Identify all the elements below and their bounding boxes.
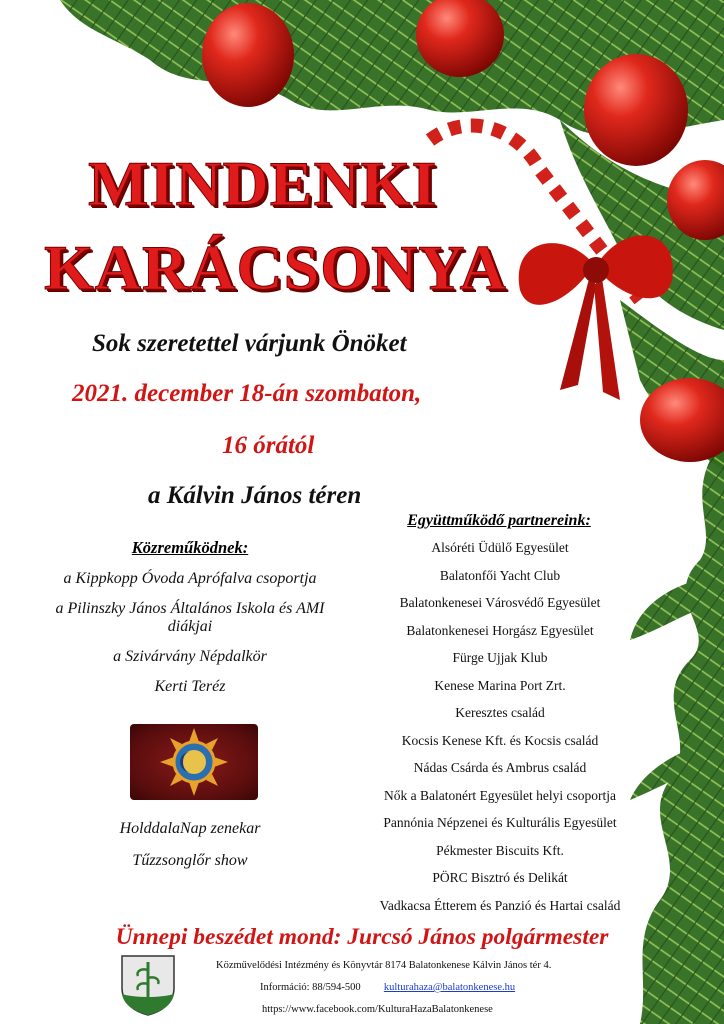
partner-item: Kocsis Kenese Kft. és Kocsis család (401, 732, 599, 748)
partner-item: Nők a Balatonért Egyesület helyi csoportja (383, 787, 617, 803)
partner-item: Balatonkenesei Horgász Egyesület (406, 622, 594, 638)
performer-item: diákjai (167, 618, 213, 635)
performer-item: a Szivárvány Népdalkör (113, 648, 267, 665)
event-title-line1: MINDENKI (88, 148, 438, 219)
partner-item: Fürge Ujjak Klub (452, 650, 548, 665)
performer-item: a Pilinszky János Általános Iskola és AMI (55, 600, 325, 617)
invitation-text: Sok szeretettel várjunk Önöket (92, 330, 407, 357)
facebook-link[interactable]: https://www.facebook.com/KulturaHazaBalatonkenese (262, 1004, 493, 1015)
event-title-line2: KARÁCSONYA (44, 232, 507, 303)
partner-item: Keresztes család (455, 705, 545, 720)
ornament (584, 54, 688, 166)
event-location: a Kálvin János téren (148, 482, 362, 509)
partner-item: Vadkacsa Étterem és Panzió és Hartai család (379, 897, 621, 913)
band-name: HolddalaNap zenekar (119, 820, 261, 837)
partner-item: Balatonkenesei Városvédő Egyesület (399, 595, 601, 610)
performers-heading: Közreműködnek: (131, 538, 249, 557)
shield-icon (120, 954, 176, 1016)
coat-of-arms (120, 954, 176, 1016)
partner-item: Pékmester Biscuits Kft. (436, 842, 564, 858)
partners-heading: Együttműködő partnereink: (407, 512, 591, 529)
speech-line: Ünnepi beszédet mond: Jurcsó János polgármester (115, 924, 609, 950)
performers-section (40, 538, 340, 696)
email-link[interactable]: kulturahaza@balatonkenese.hu (383, 982, 516, 993)
contact-info (260, 982, 515, 993)
organizer-address: Közművelődési Intézmény és Könyvtár 8174 Balatonkenese Kálvin János tér 4. (216, 960, 552, 971)
partner-item: PÖRC Bisztró és Delikát (432, 870, 568, 885)
event-time: 16 órától (222, 432, 315, 459)
partner-item: Kenese Marina Port Zrt. (434, 677, 566, 693)
phone-info: Információ: 88/594-500 (260, 982, 361, 993)
partners-section (360, 512, 640, 925)
partner-item: Pannónia Népzenei és Kulturális Egyesület (383, 815, 617, 830)
band-logo (130, 724, 258, 800)
ornament (202, 3, 294, 107)
fire-show: Tűzzsonglőr show (132, 852, 248, 869)
partners-list (360, 540, 640, 925)
sun-moon-icon (130, 724, 258, 800)
performer-item: Kerti Teréz (154, 678, 226, 695)
performer-item: a Kippkopp Óvoda Aprófalva csoportja (63, 570, 317, 587)
partner-item: Alsóréti Üdülő Egyesület (431, 540, 569, 555)
partner-item: Balatonfői Yacht Club (439, 567, 561, 583)
event-date: 2021. december 18-án szombaton, (72, 380, 422, 407)
partner-item: Nádas Csárda és Ambrus család (413, 760, 587, 775)
